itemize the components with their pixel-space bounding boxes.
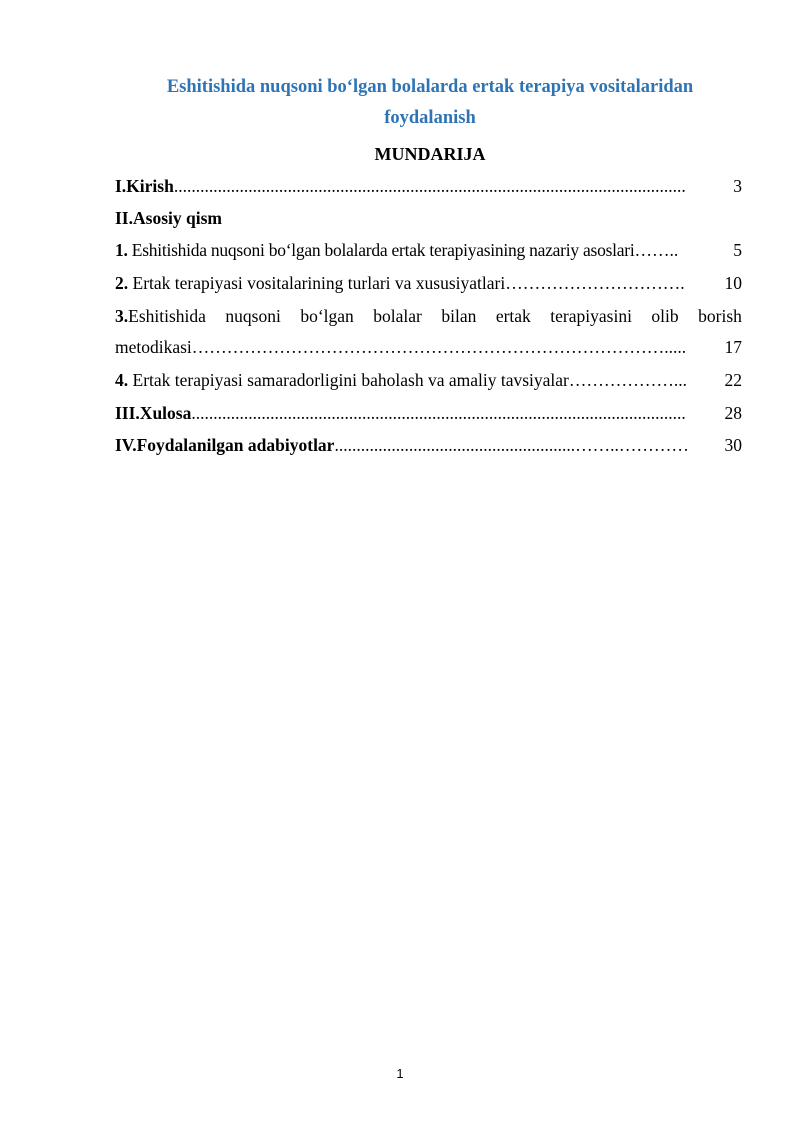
toc-entry-label: II.Asosiy qism <box>115 208 222 228</box>
toc-leader-dots: …….. <box>634 240 679 260</box>
toc-entry-word: bolalar <box>373 306 422 326</box>
toc-entry-label: Ertak terapiyasi samaradorligini baholash va amaliy tavsiyalar <box>128 370 569 390</box>
page-number: 1 <box>396 1066 404 1081</box>
toc-entry-number: 2. <box>115 273 129 293</box>
toc-entry-word: ertak <box>495 306 531 326</box>
toc-page-number: 22 <box>724 370 742 390</box>
toc-page-number: 30 <box>724 435 742 455</box>
toc-entry-word: bilan <box>441 306 477 326</box>
toc-entry-xulosa[interactable] <box>115 400 742 426</box>
toc-entry-word: Eshitishida <box>128 306 206 326</box>
toc-leader-dots: ………………………………………………………………………..... <box>191 337 687 357</box>
toc-entry-word: nuqsoni <box>225 306 281 326</box>
toc-leader-dots: .......................................................……..………… <box>334 435 689 455</box>
document-title-line-1: Eshitishida nuqsoni bo‘lgan bolalarda ertak terapiya vositalaridan <box>166 77 694 97</box>
toc-entry-number: 4. <box>115 370 129 390</box>
toc-entry-3-line-2[interactable] <box>115 334 742 360</box>
toc-entry-1[interactable] <box>115 237 742 263</box>
toc-entry-label: III.Xulosa <box>115 403 192 423</box>
toc-entry-number: 3. <box>115 306 129 326</box>
toc-leader-dots: ................................................................................................................. <box>191 403 686 423</box>
toc-entry-3-line-1[interactable] <box>115 303 742 329</box>
toc-entry-number: 1. <box>115 240 128 260</box>
toc-page-number: 17 <box>724 337 742 357</box>
toc-entry-word: olib <box>651 306 679 326</box>
toc-section-asosiy-qism[interactable] <box>115 205 742 231</box>
document-title-line-2: foydalanish <box>384 108 476 128</box>
toc-page-number: 3 <box>733 176 742 196</box>
toc-entry-word: terapiyasini <box>550 306 632 326</box>
toc-entry-4[interactable] <box>115 367 742 393</box>
toc-page-number: 28 <box>724 403 742 423</box>
toc-leader-dots: ………………... <box>568 370 687 390</box>
toc-entry-label: I.Kirish <box>115 176 174 196</box>
toc-entry-2[interactable] <box>115 270 742 296</box>
toc-entry-adabiyotlar[interactable] <box>115 432 742 458</box>
toc-leader-dots: ..................................................................................................................... <box>173 176 686 196</box>
toc-entry-kirish[interactable] <box>115 173 742 199</box>
toc-entry-label: metodikasi <box>115 337 192 357</box>
toc-entry-label: IV.Foydalanilgan adabiyotlar <box>115 435 335 455</box>
toc-page-number: 5 <box>733 240 742 260</box>
toc-entry-word: borish <box>698 306 742 326</box>
toc-heading: MUNDARIJA <box>374 144 486 164</box>
toc-leader-dots: …………………………. <box>505 273 685 293</box>
toc-entry-word: bo‘lgan <box>300 306 354 326</box>
toc-entry-label: Ertak terapiyasi vositalarining turlari va xususiyatlari <box>128 273 506 293</box>
toc-entry-label: Eshitishida nuqsoni bo‘lgan bolalarda ertak terapiyasining nazariy asoslari <box>127 240 635 260</box>
toc-page-number: 10 <box>724 273 742 293</box>
